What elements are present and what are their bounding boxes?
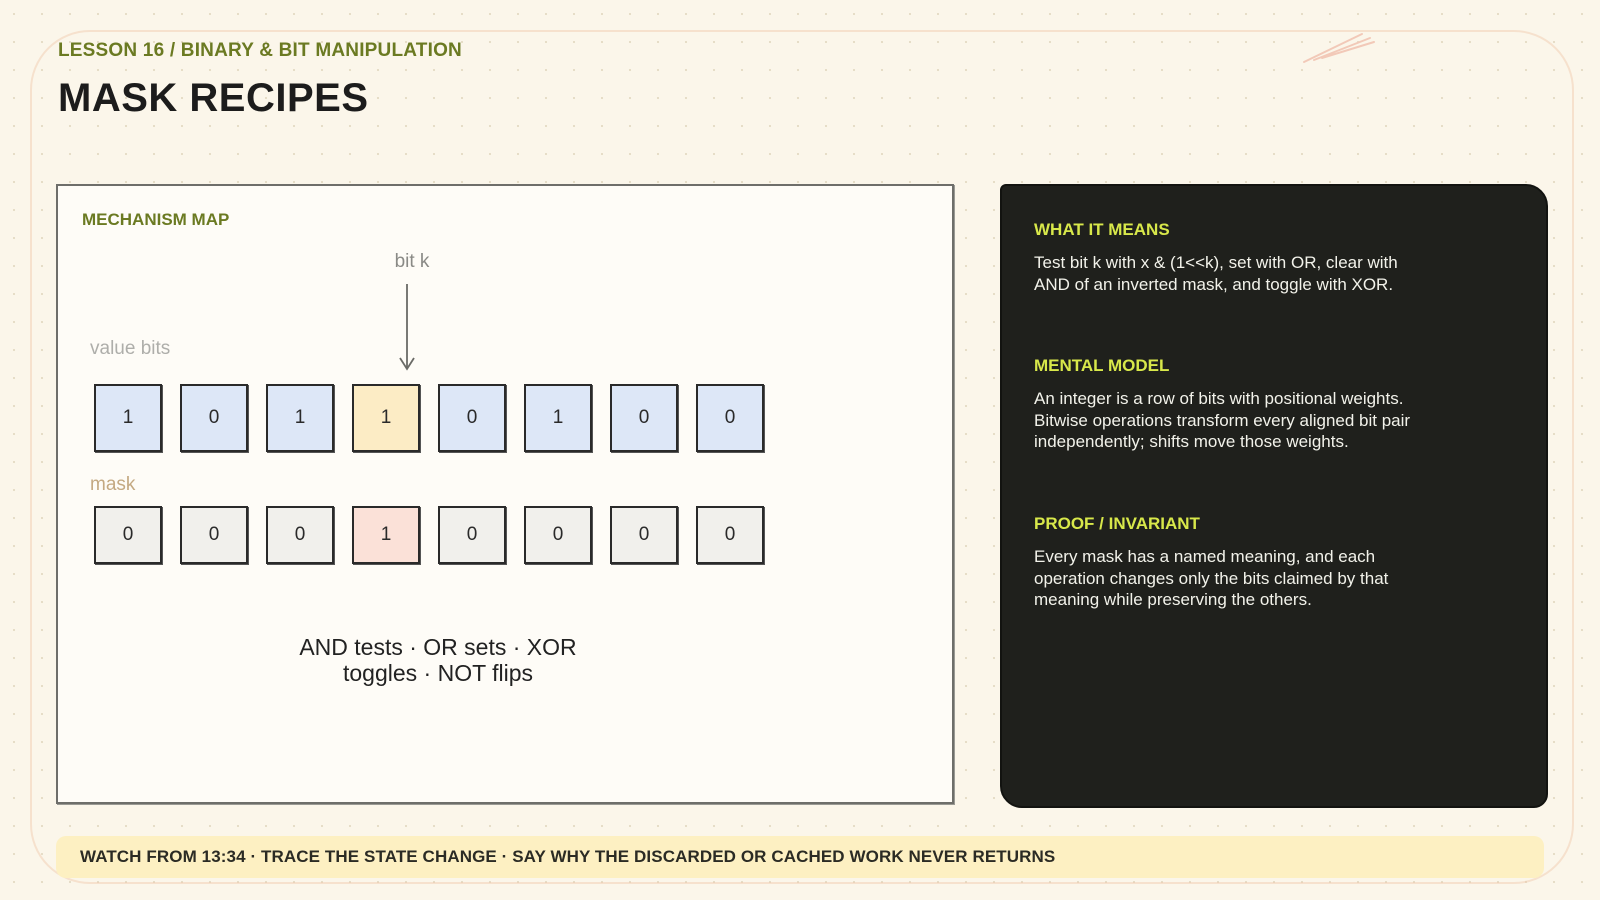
explanation-panel [1000, 184, 1548, 808]
mask-bit: 0 [696, 506, 764, 564]
section-body: Every mask has a named meaning, and each operation changes only the bits claimed by that meaning while preserving the others. [1034, 547, 1389, 609]
caption-line-2: toggles · NOT flips [342, 660, 534, 686]
mask-bit: 0 [180, 506, 248, 564]
value-bit-highlighted: 1 [352, 384, 420, 452]
value-bit: 0 [180, 384, 248, 452]
section-heading: MENTAL MODEL [1034, 356, 1170, 375]
mask-bit-highlighted: 1 [352, 506, 420, 564]
operations-caption [268, 634, 608, 686]
value-bits-label: value bits [90, 338, 171, 359]
proof-invariant-section [1034, 514, 1434, 611]
section-body: An integer is a row of bits with positional weights. Bitwise operations transform every aligned bit pair independently; shifts move those weights. [1034, 389, 1411, 451]
mechanism-map-panel [56, 184, 954, 804]
lesson-eyebrow: LESSON 16 / BINARY & BIT MANIPULATION [58, 40, 462, 61]
mask-bit: 0 [94, 506, 162, 564]
mechanism-map-label: MECHANISM MAP [82, 210, 230, 229]
value-bit: 0 [696, 384, 764, 452]
value-bit: 0 [610, 384, 678, 452]
value-bit: 0 [438, 384, 506, 452]
page-title: MASK RECIPES [58, 76, 369, 120]
caption-line-1: AND tests · OR sets · XOR [299, 634, 577, 660]
section-heading: WHAT IT MEANS [1034, 220, 1170, 239]
mental-model-section [1034, 356, 1434, 453]
mask-bit: 0 [266, 506, 334, 564]
down-arrow-icon [397, 282, 417, 374]
value-bit: 1 [94, 384, 162, 452]
mask-label: mask [90, 474, 136, 495]
value-bit: 1 [524, 384, 592, 452]
decorative-strokes [1300, 28, 1380, 68]
value-bit: 1 [266, 384, 334, 452]
mask-bit: 0 [610, 506, 678, 564]
footer-instruction-banner: WATCH FROM 13:34 · TRACE THE STATE CHANGE · SAY WHY THE DISCARDED OR CACHED WORK NEVER RETURNS [56, 836, 1544, 878]
mask-bit: 0 [438, 506, 506, 564]
what-it-means-section [1034, 220, 1434, 295]
mask-bit: 0 [524, 506, 592, 564]
section-heading: PROOF / INVARIANT [1034, 514, 1200, 533]
section-body: Test bit k with x & (1<<k), set with OR, clear with AND of an inverted mask, and toggle with XOR. [1034, 253, 1398, 294]
bit-k-pointer-label: bit k [394, 251, 430, 272]
